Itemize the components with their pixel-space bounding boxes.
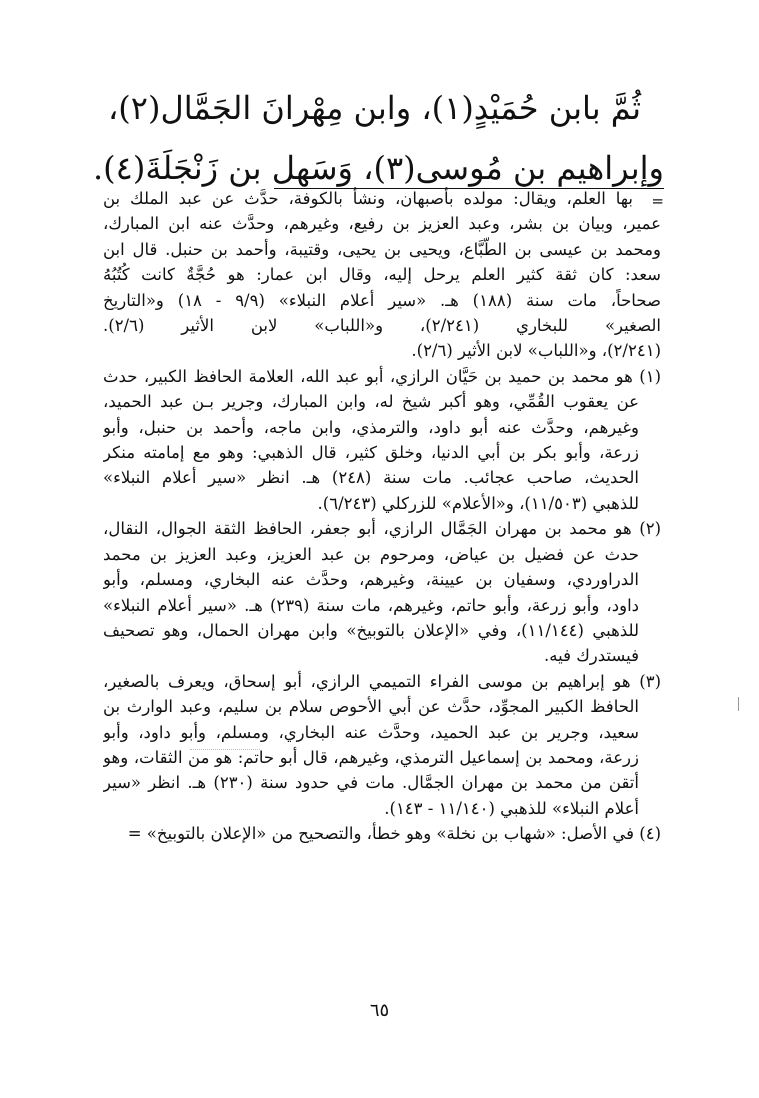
footnote-line: (٣) هو إبراهيم بن موسى الفراء التميمي الرازي، أبو إسحاق، ويعرف بالصغير، xyxy=(103,671,661,691)
footnote-line: أتقن من محمد بن مهران الجمَّال. مات في حدود سنة (٢٣٠) هـ. انظر «سير xyxy=(103,773,639,793)
footnote-line: (٤) في الأصل: «شهاب بن نخلة» وهو خطأ، والتصحيح من «الإعلان بالتوبيخ» = xyxy=(127,824,661,844)
footnote-line: ومحمد بن عيسى بن الطَّبَّاع، ويحيى بن يحيى، وقتيبة، وأحمد بن حنبل. قال ابن xyxy=(103,239,661,259)
footnote-line: أعلام النبلاء» للذهبي (١١/١٤٠ - ١٤٣). xyxy=(384,798,639,818)
footnotes xyxy=(103,186,661,847)
footnote-2 xyxy=(103,516,661,668)
footnote-line: وغيرهم، وحدَّث عنه أبو داود، والترمذي، وابن ماجه، وأحمد بن حنبل، وأبو xyxy=(103,417,639,437)
footnote-3 xyxy=(103,669,661,821)
scan-smudge xyxy=(190,749,260,750)
footnote-line: زرعة، ومحمد بن إسماعيل الترمذي، وغيرهم، قال أبو حاتم: هو من الثقات، وهو xyxy=(103,747,639,767)
footnote-line: داود، وأبو زرعة، وأبو حاتم، وغيرهم، مات سنة (٢٣٩) هـ. «سير أعلام النبلاء» xyxy=(103,595,639,615)
footnote-line: زرعة، وأبو بكر بن أبي الدنيا، وخلق كثير، قال الذهبي: وهو مع إمامته منكر xyxy=(103,443,639,463)
footnote-1 xyxy=(103,364,661,516)
footnote-line: بها العلم، ويقال: مولده بأصبهان، ونشأ بالكوفة، حدَّث عن عبد الملك بن xyxy=(103,189,633,208)
scan-edge-mark xyxy=(738,697,739,711)
footnote-line: الدراوردي، وسفيان بن عيينة، وغيرهم، وحدَّث عنه البخاري، ومسلم، وأبو xyxy=(103,570,639,590)
footnote-line: (٢) هو محمد بن مهران الجَمَّال الرازي، أبو جعفر، الحافظ الثقة الجوال، النقال، xyxy=(103,519,661,539)
main-text xyxy=(93,78,664,198)
main-text-line-1: ثُمَّ بابن حُمَيْدٍ(١)، وابن مِهْرانَ الجَمَّال(٢)، xyxy=(107,89,641,127)
footnote-continuation xyxy=(103,186,661,364)
footnote-line: سعد: كان ثقة كثير العلم يرحل إليه، وقال ابن عمار: هو حُجَّةٌ كانت كُتُبُهُ xyxy=(103,265,661,285)
footnote-line: (٢/٢٤١)، و«اللباب» لابن الأثير (٢/٦). xyxy=(411,341,661,361)
footnote-line: الحافظ الكبير المجوِّد، حدَّث عن أبي الأحوص سلام بن سليم، وعبد الوارث بن xyxy=(103,697,639,717)
footnote-line: عمير، وبيان بن بشر، وعبد العزيز بن رفيع، وغيرهم، وحدَّث عنه ابن المبارك، xyxy=(103,214,661,234)
footnote-line: الصغير» للبخاري (٢/٢٤١)، و«اللباب» لابن الأثير (٢/٦). xyxy=(103,316,661,336)
footnote-line: للذهبي (١١/١٤٤)، وفي «الإعلان بالتوبيخ» وابن مهران الحمال، وهو تصحيف xyxy=(103,620,639,640)
footnote-line: للذهبي (١١/٥٠٣)، و«الأعلام» للزركلي (٦/٢٤٣). xyxy=(317,493,639,513)
page-number: ٦٥ xyxy=(369,1000,390,1021)
continuation-marker: = xyxy=(651,192,664,210)
footnote-line: صحاحاً، مات سنة (١٨٨) هـ. «سير أعلام النبلاء» (٩/٩ - ١٨) و«التاريخ xyxy=(103,290,661,310)
footnote-4 xyxy=(103,821,661,846)
footnote-line: عن يعقوب القُمِّي، وهو أكبر شيخ له، وابن المبارك، وجرير بـن عبد الحميد، xyxy=(103,392,639,412)
main-text-line-2: وإبراهيم بن مُوسى(٣)، وَسَهل بن زَنْجَلَةَ(٤). xyxy=(93,149,664,187)
footnote-line: سعيد، وجرير بن عبد الحميد، وحدَّث عنه البخاري، ومسلم، وأبو داود، وأبو xyxy=(103,722,639,742)
footnote-line: الحديث، صاحب عجائب. مات سنة (٢٤٨) هـ. انظر «سير أعلام النبلاء» xyxy=(103,468,639,488)
footnote-line: فيستدرك فيه. xyxy=(544,646,639,666)
footnote-line: (١) هو محمد بن حميد بن حَيَّان الرازي، أبو عبد الله، العلامة الحافظ الكبير، حدث xyxy=(103,366,661,386)
footnote-line: حدث عن فضيل بن عياض، ومرحوم بن عبد العزيز، وعبد العزيز بن محمد xyxy=(103,544,639,564)
